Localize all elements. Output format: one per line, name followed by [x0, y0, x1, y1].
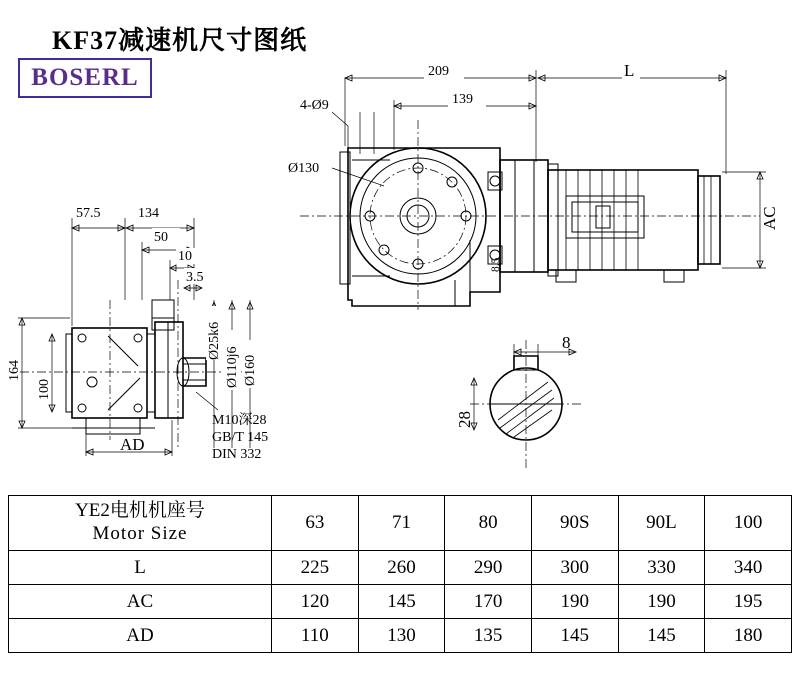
table-cell: 145 — [358, 585, 445, 619]
dim-57-5: 57.5 — [76, 206, 101, 221]
dim-dia160: Ø160 — [243, 354, 258, 386]
table-header-size: 90L — [618, 496, 705, 551]
table-cell: 130 — [358, 619, 445, 653]
note-m10: M10深28 — [212, 413, 267, 428]
dim-dia25k6: Ø25k6 — [207, 321, 222, 360]
table-cell: 110 — [272, 619, 359, 653]
table-cell: 290 — [445, 551, 532, 585]
dim-4-dia9: 4-Ø9 — [300, 98, 329, 113]
table-row — [9, 619, 792, 653]
table-header-size: 90S — [531, 496, 618, 551]
table-header-label-en: Motor Size — [92, 523, 188, 544]
dim-8: 8 — [562, 333, 571, 352]
table-header-size: 80 — [445, 496, 532, 551]
dim-AC: AC — [760, 206, 779, 230]
table-cell: 330 — [618, 551, 705, 585]
motor-size-table — [8, 495, 792, 653]
dim-8-5: 8.5 — [490, 257, 502, 272]
table-header-size: 100 — [705, 496, 792, 551]
dim-AD: AD — [120, 435, 145, 454]
table-header-size: 63 — [272, 496, 359, 551]
dim-10: 10 — [178, 249, 192, 264]
table-cell: 190 — [618, 585, 705, 619]
table-cell: 145 — [618, 619, 705, 653]
dim-164: 164 — [7, 360, 22, 381]
dim-dia110j6: Ø110j6 — [225, 346, 240, 388]
dim-209: 209 — [428, 64, 449, 79]
table-cell: 260 — [358, 551, 445, 585]
dim-3-5: 3.5 — [186, 270, 204, 285]
dim-50: 50 — [154, 230, 168, 245]
table-header-label-cn: YE2电机机座号 — [75, 500, 205, 521]
table-cell: 340 — [705, 551, 792, 585]
table-row — [9, 585, 792, 619]
table-cell: 135 — [445, 619, 532, 653]
table-header-row — [9, 496, 792, 551]
table-cell: 180 — [705, 619, 792, 653]
table-cell: 190 — [531, 585, 618, 619]
table-cell: 170 — [445, 585, 532, 619]
page-title: KF37减速机尺寸图纸 — [52, 26, 308, 55]
table-header-label — [9, 496, 272, 551]
table-row-label: AD — [9, 619, 272, 653]
table-row-label: L — [9, 551, 272, 585]
table-cell: 225 — [272, 551, 359, 585]
table-row — [9, 551, 792, 585]
table-row-label: AC — [9, 585, 272, 619]
note-gbt145: GB/T 145 — [212, 430, 269, 445]
table-cell: 300 — [531, 551, 618, 585]
dim-100: 100 — [37, 379, 52, 400]
note-din332: DIN 332 — [212, 447, 262, 462]
dim-139: 139 — [452, 92, 473, 107]
dim-134: 134 — [138, 206, 159, 221]
table-cell: 120 — [272, 585, 359, 619]
dim-dia130: Ø130 — [288, 161, 320, 176]
dim-L: L — [624, 61, 635, 80]
brand-logo-text: BOSERL — [31, 64, 139, 91]
table-header-size: 71 — [358, 496, 445, 551]
dim-28: 28 — [455, 411, 474, 428]
table-cell: 145 — [531, 619, 618, 653]
table-cell: 195 — [705, 585, 792, 619]
